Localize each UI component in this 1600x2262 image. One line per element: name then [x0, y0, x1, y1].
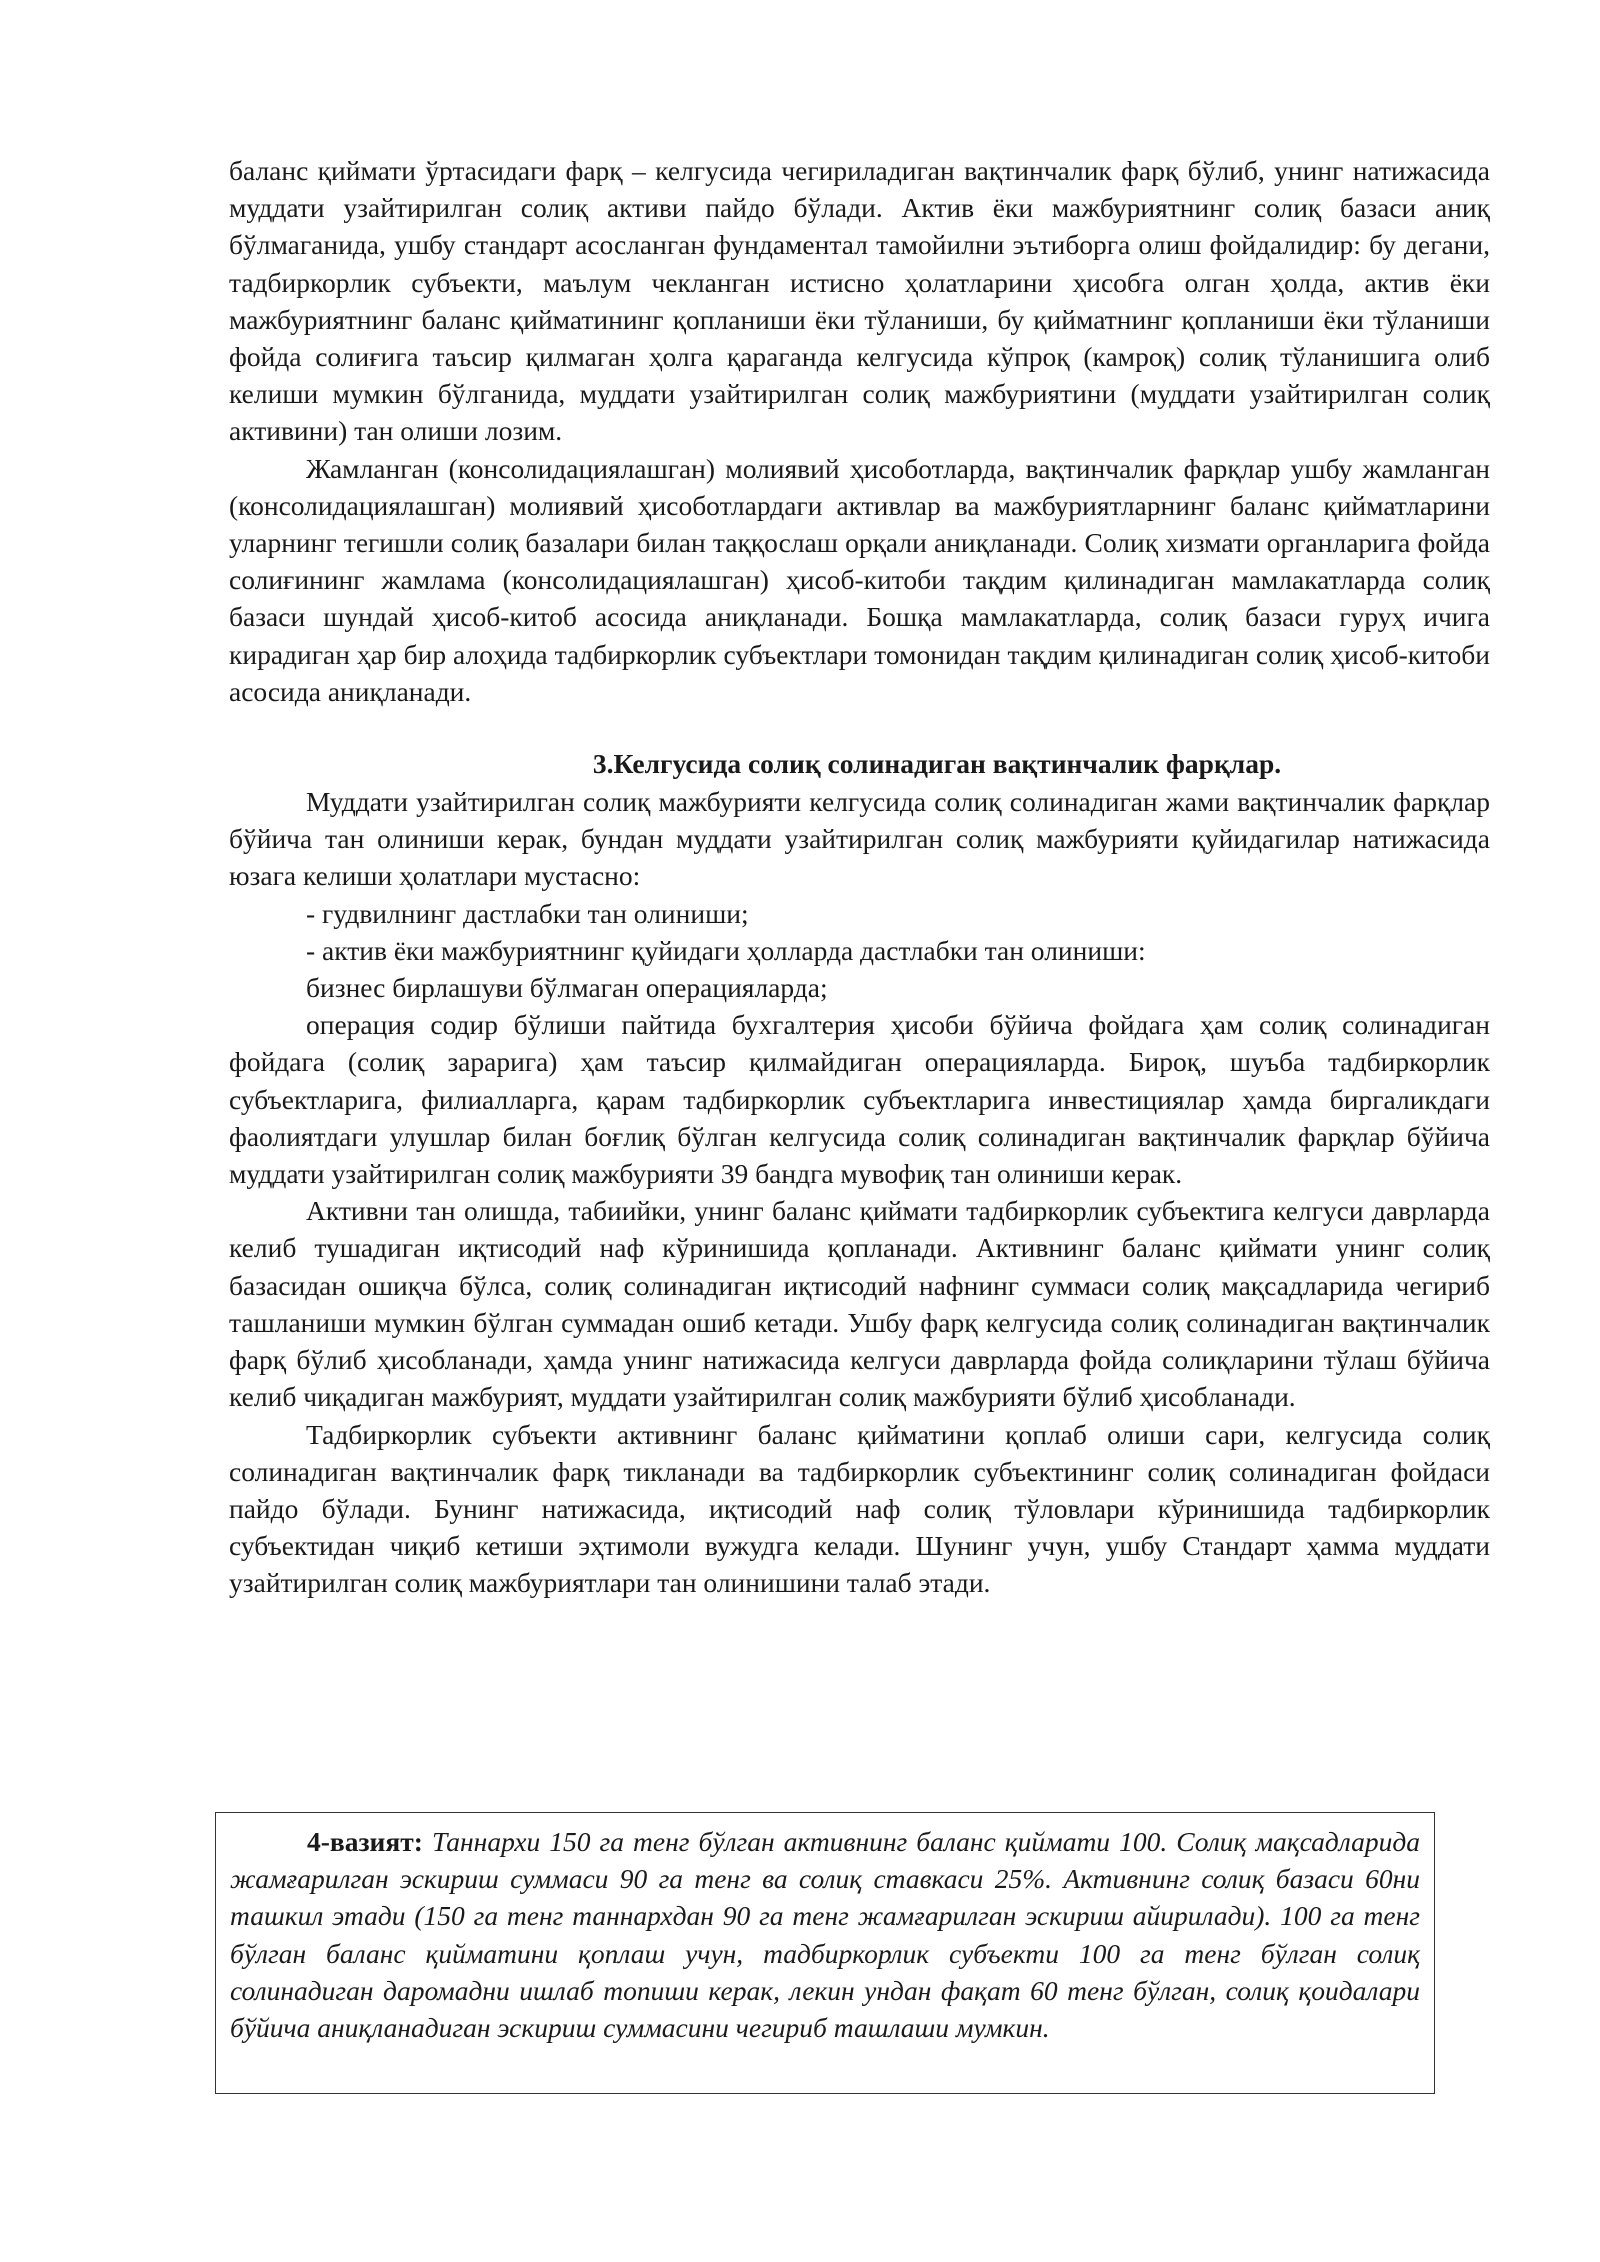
case-study-box — [215, 1812, 1435, 2094]
paragraph-continuation: баланс қиймати ўртасидаги фарқ – келгусида чегириладиган вақтинчалик фарқ бўлиб, унинг натижасида муддати узайтирилган солиқ активи пайдо бўлади. Актив ёки мажбуриятнинг солиқ базаси аниқ бўлмаганида, ушбу стандарт асосланган фундаментал тамойилни эътиборга олиш фойдалидир: бу дегани, тадбиркорлик субъекти, маълум чекланган истисно ҳолатларини ҳисобга олган ҳолда, актив ёки мажбуриятнинг баланс қийматининг қопланиши ёки тўланиши, бу қийматнинг қопланиши ёки тўланиши фойда солиғига таъсир қилмаган ҳолга қараганда келгусида кўпроқ (камроқ) солиқ тўланишига олиб келиши мумкин бўлганида, муддати узайтирилган солиқ мажбуриятини (муддати узайтирилган солиқ активини) тан олиши лозим. — [229, 155, 1490, 447]
list-item-initial-recognition: - актив ёки мажбуриятнинг қуйидаги ҳолларда дастлабки тан олиниши: — [306, 934, 1146, 966]
paragraph-section-intro: Муддати узайтирилган солиқ мажбурияти келгусида солиқ солинадиган жами вақтинчалик фарқлар бўйича тан олиниши керак, бундан муддати узайтирилган солиқ мажбурияти қуйидагилар натижасида юзага келиши ҳолатлари мустасно: — [229, 786, 1490, 892]
list-item-business-combination: бизнес бирлашуви бўлмаган операцияларда; — [306, 972, 828, 1004]
case-study-body: Таннархи 150 га тенг бўлган активнинг баланс қиймати 100. Солиқ мақсадларида жамғарилган эскириш суммаси 90 га тенг ва солиқ ставкаси 25%. Активнинг солиқ базаси 60ни ташкил этади (150 га тенг таннархдан 90 га тенг жамғарилган эскириш айирилади). 100 га тенг бўлган баланс қийматини қоплаш учун, тадбиркорлик субъекти 100 га тенг бўлган солиқ солинадиган даромадни ишлаб топиши керак, лекин ундан фақат 60 тенг бўлган, солиқ қоидалари бўйича аниқланадиган эскириш суммасини чегириб ташлаши мумкин. — [230, 1826, 1421, 2044]
section-heading: 3.Келгусида солиқ солинадиган вақтинчалик фарқлар. — [592, 748, 1282, 780]
paragraph-recovery: Тадбиркорлик субъекти активнинг баланс қийматини қоплаб олиши сари, келгусида солиқ солинадиган вақтинчалик фарқ тикланади ва тадбиркорлик субъектининг солиқ солинадиган фойдаси пайдо бўлади. Бунинг натижасида, иқтисодий наф солиқ тўловлари кўринишида тадбиркорлик субъектидан чиқиб кетиши эҳтимоли вужудга келади. Шунинг учун, ушбу Стандарт ҳамма муддати узайтирилган солиқ мажбуриятлари тан олинишини талаб этади. — [229, 1418, 1490, 1599]
list-item-goodwill: - гудвилнинг дастлабки тан олиниши; — [306, 897, 749, 929]
document-page — [229, 152, 1490, 1602]
paragraph-consolidated: Жамланган (консолидациялашган) молиявий ҳисоботларда, вақтинчалик фарқлар ушбу жамланган (консолидациялашган) молиявий ҳисоботлардаги активлар ва мажбуриятларнинг баланс қийматларини уларнинг тегишли солиқ базалари билан таққослаш орқали аниқланади. Солиқ хизмати органларига фойда солиғининг жамлама (консолидациялашган) ҳисоб-китоби тақдим қилинадиган мамлакатларда солиқ базаси шундай ҳисоб-китоб асосида аниқланади. Бошқа мамлакатларда, солиқ базаси гуруҳ ичига кирадиган ҳар бир алоҳида тадбиркорлик субъектлари томонидан тақдим қилинадиган солиқ ҳисоб-китоби асосида аниқланади. — [229, 452, 1490, 707]
paragraph-operation: операция содир бўлиши пайтида бухгалтерия ҳисоби бўйича фойдага ҳам солиқ солинадиган фойдага (солиқ зарарига) ҳам таъсир қилмайдиган операцияларда. Бироқ, шуъба тадбиркорлик субъектларига, филиалларга, қарам тадбиркорлик субъектларига инвестициялар ҳамда биргаликдаги фаолиятдаги улушлар билан боғлиқ бўлган келгусида солиқ солинадиган вақтинчалик фарқлар бўйича муддати узайтирилган солиқ мажбурияти 39 бандга мувофиқ тан олиниши керак. — [229, 1009, 1490, 1190]
paragraph-asset-recognition: Активни тан олишда, табиийки, унинг баланс қиймати тадбиркорлик субъектига келгуси даврларда келиб тушадиган иқтисодий наф кўринишида қопланади. Активнинг баланс қиймати унинг солиқ базасидан ошиқча бўлса, солиқ солинадиган иқтисодий нафнинг суммаси солиқ мақсадларида чегириб ташланиши мумкин бўлган суммадан ошиб кетади. Ушбу фарқ келгусида солиқ солинадиган вақтинчалик фарқ бўлиб ҳисобланади, ҳамда унинг натижасида келгуси даврларда фойда солиқларини тўлаш бўйича келиб чиқадиган мажбурият, муддати узайтирилган солиқ мажбурияти бўлиб ҳисобланади. — [229, 1195, 1490, 1413]
case-study-text — [230, 1823, 1420, 2046]
case-study-label: 4-вазият: — [307, 1826, 423, 1857]
